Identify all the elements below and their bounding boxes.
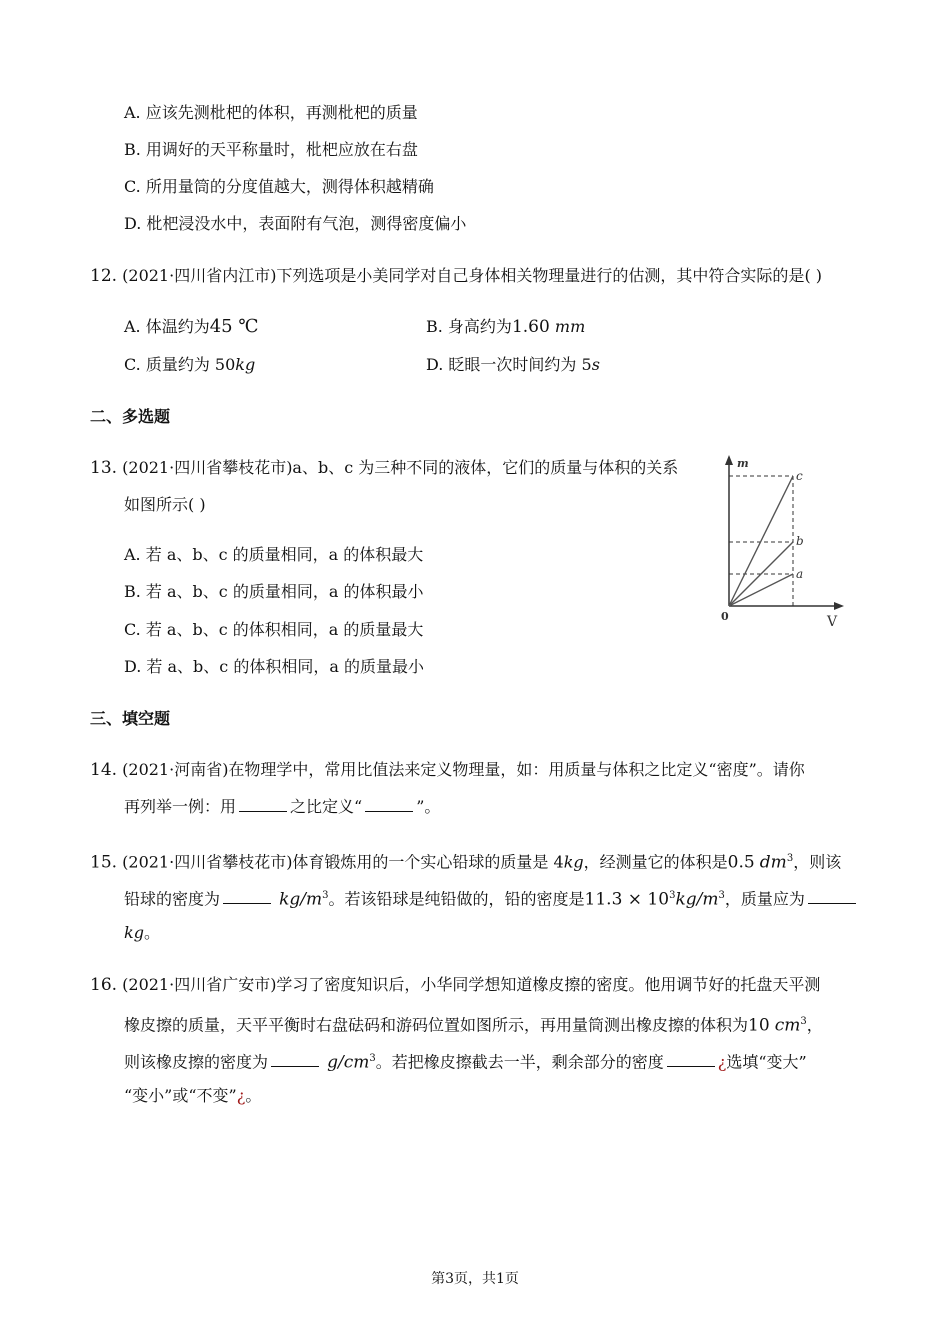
y-axis-arrow [725, 455, 733, 465]
page-footer: 第3页，共1页 [431, 1271, 519, 1287]
q16-stem-line4: “变小”或“不变”¿。 [124, 1086, 262, 1105]
q12-option-c: C. 质量约为 50kg [124, 355, 256, 374]
q12-option-a: A. 体温约为45 ℃ [124, 316, 259, 337]
q13-stem-line1: 13. (2021·四川省攀枝花市)a、b、c 为三种不同的液体，它们的质量与体积的关系 [90, 458, 679, 478]
blank [223, 889, 271, 904]
q12-option-d: D. 眨眼一次时间约为 5s [426, 355, 600, 374]
q12-paren: ( ) [804, 266, 823, 285]
q13-option-b: B. 若 a、b、c 的质量相同，a 的体积最小 [124, 582, 424, 601]
q12-stem [90, 266, 822, 286]
q13-option-d: D. 若 a、b、c 的体积相同，a 的质量最小 [124, 657, 424, 676]
q16-stem-line1: 16. (2021·四川省广安市)学习了密度知识后，小华同学想知道橡皮擦的密度。他用调节好的托盘天平测 [90, 975, 821, 995]
y-axis-label: m [737, 457, 749, 470]
blank [365, 797, 413, 812]
q12-number: 12. [90, 266, 118, 286]
blank [808, 889, 856, 904]
q15-stem-line2: 铅球的密度为 $kg/m^3$。若该铅球是纯铅做的，铅的密度是$11.3 \times 10^3kg/m^3$，质量应为 [124, 886, 859, 909]
q13-option-c: C. 若 a、b、c 的体积相同，a 的质量最大 [124, 620, 424, 639]
line-a [729, 574, 793, 606]
label-c: c [796, 469, 803, 483]
q16-stem-line2: 橡皮擦的质量，天平平衡时右盘砝码和游码位置如图所示，再用量筒测出橡皮擦的体积为10 $cm^3$， [124, 1015, 823, 1036]
q11-option-d: D. 枇杷浸没水中，表面附有气泡，测得密度偏小 [124, 214, 467, 233]
blank [271, 1052, 319, 1067]
line-c [729, 476, 793, 606]
q15-stem-line3: kg。 [124, 923, 160, 942]
q12-text: (2021·四川省内江市)下列选项是小美同学对自己身体相关物理量进行的估测，其中符合实际的是 [122, 266, 805, 285]
q12-option-b: B. 身高约为1.60 mm [426, 317, 586, 337]
section-heading-fill-blank: 三、填空题 [90, 709, 171, 728]
q16-stem-line3: 则该橡皮擦的密度为 $g/cm^3$。若把橡皮擦截去一半，剩余部分的密度 ¿选填“变大” [124, 1052, 807, 1073]
x-axis-label: V [827, 614, 838, 630]
blank [667, 1052, 715, 1067]
q11-option-b: B. 用调好的天平称量时，枇杷应放在右盘 [124, 140, 418, 159]
q11-option-c: C. 所用量筒的分度值越大，测得体积越精确 [124, 177, 434, 196]
origin-label: 0 [721, 610, 729, 623]
x-axis-arrow [834, 602, 844, 610]
q14-stem-line2: 再列举一例：用 之比定义“ ”。 [124, 797, 441, 816]
q15-stem-line1: 15. (2021·四川省攀枝花市)体育锻炼用的一个实心铅球的质量是 4kg，经测量它的体积是0.5 $dm^3$，则该 [90, 852, 842, 873]
label-b: b [796, 534, 804, 548]
mass-volume-graph [715, 452, 850, 632]
q14-stem-line1: 14. (2021·河南省)在物理学中，常用比值法来定义物理量，如：用质量与体积之比定义“密度”。请你 [90, 760, 805, 780]
section-heading-multi-choice: 二、多选题 [90, 407, 171, 426]
q13-option-a: A. 若 a、b、c 的质量相同，a 的体积最大 [124, 545, 424, 564]
blank [239, 797, 287, 812]
label-a: a [796, 567, 804, 581]
q13-stem-line2: 如图所示( ) [124, 495, 206, 514]
q11-option-a: A. 应该先测枇杷的体积，再测枇杷的质量 [124, 103, 418, 122]
